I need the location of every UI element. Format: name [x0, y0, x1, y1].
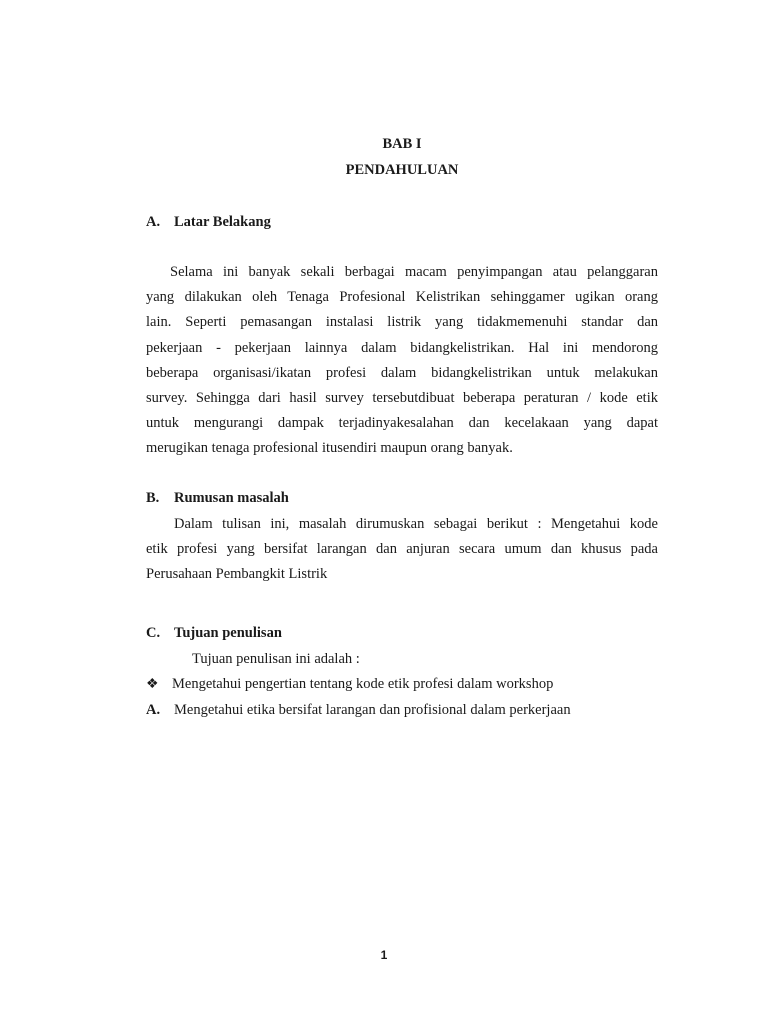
paragraph-line: beberapa organisasi/ikatan profesi dalam bidangkelistrikan untuk melakukan: [146, 364, 658, 381]
list-item: [146, 676, 553, 693]
list-item-letter: A.: [146, 702, 161, 718]
paragraph-line: lain. Seperti pemasangan instalasi listrik yang tidakmemenuhi standar dan: [146, 314, 658, 331]
chapter-label: BAB I: [382, 136, 422, 152]
section-a-letter: A.: [146, 214, 161, 230]
section-c-intro: Tujuan penulisan ini adalah :: [192, 651, 360, 667]
section-c-heading: [146, 625, 282, 642]
list-item-text: Mengetahui pengertian tentang kode etik profesi dalam workshop: [172, 676, 554, 692]
paragraph-line: Dalam tulisan ini, masalah dirumuskan sebagai berikut : Mengetahui kode: [174, 516, 658, 532]
section-b-letter: B.: [146, 490, 160, 506]
section-b-title: Rumusan masalah: [174, 490, 289, 506]
section-a-title: Latar Belakang: [174, 214, 271, 230]
paragraph-line: survey. Sehingga dari hasil survey tersebutdibuat beberapa peraturan / kode etik: [146, 390, 658, 407]
paragraph-line: merugikan tenaga profesional itusendiri maupun orang banyak.: [146, 440, 513, 457]
section-c-title: Tujuan penulisan: [174, 625, 282, 641]
paragraph-line: untuk mengurangi dampak terjadinyakesalahan dan kecelakaan yang dapat: [146, 415, 658, 432]
paragraph-line: pekerjaan - pekerjaan lainnya dalam bidangkelistrikan. Hal ini mendorong: [146, 339, 658, 356]
list-item-text: Mengetahui etika bersifat larangan dan profisional dalam perkerjaan: [174, 702, 571, 718]
section-b-paragraph: [146, 512, 658, 588]
section-b-heading: [146, 490, 289, 507]
paragraph-line: Perusahaan Pembangkit Listrik: [146, 566, 328, 583]
section-a-heading: [146, 214, 271, 231]
paragraph-line: etik profesi yang bersifat larangan dan anjuran secara umum dan khusus pada: [146, 541, 658, 558]
paragraph-line: yang dilakukan oleh Tenaga Profesional Kelistrikan sehinggamer ugikan orang: [146, 289, 658, 306]
section-c-letter: C.: [146, 625, 161, 641]
diamond-bullet-icon: ❖: [146, 677, 159, 692]
page-number: 1: [380, 948, 388, 962]
section-a-paragraph: [146, 260, 658, 462]
list-item: [146, 702, 571, 719]
chapter-title: PENDAHULUAN: [345, 162, 459, 178]
paragraph-line: Selama ini banyak sekali berbagai macam penyimpangan atau pelanggaran: [170, 264, 658, 280]
